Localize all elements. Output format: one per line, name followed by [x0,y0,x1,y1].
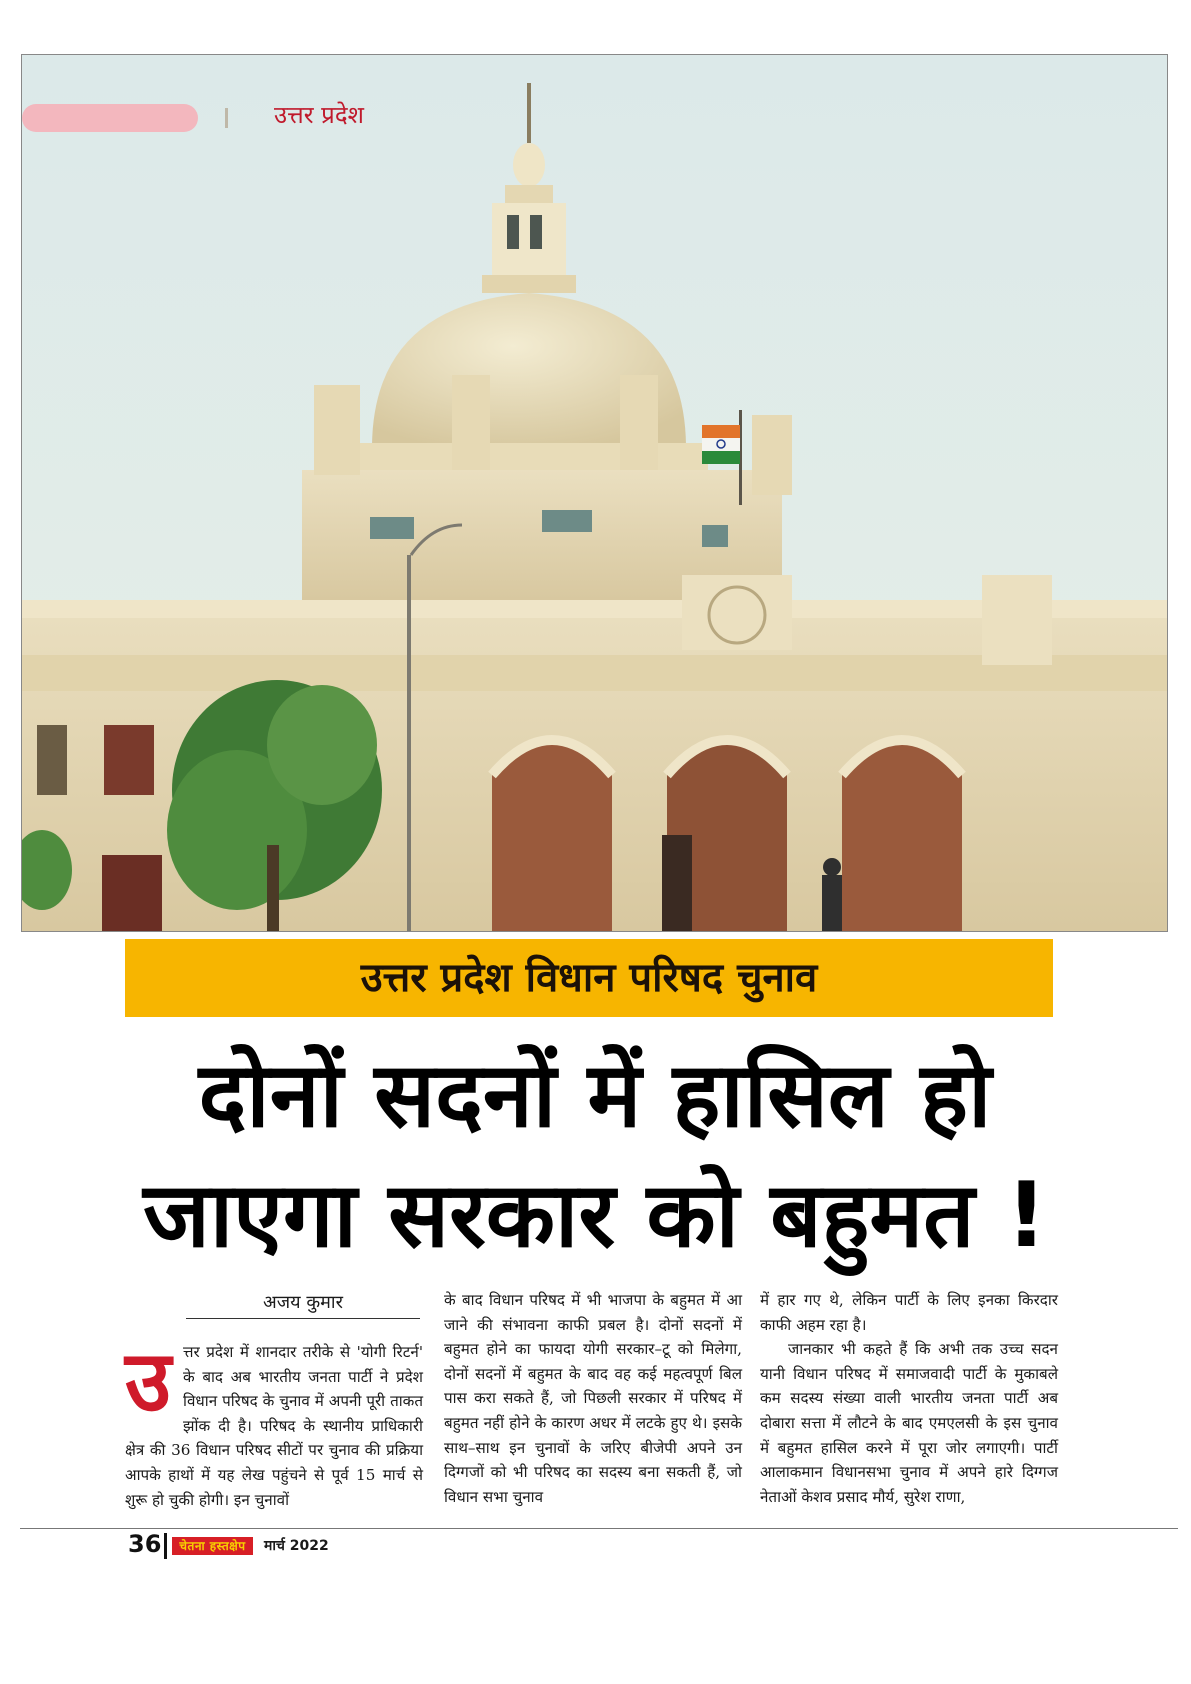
publication-logo: चेतना हस्तक्षेप [172,1537,253,1555]
article-column-1 [125,1290,423,1512]
paragraph-text: त्तर प्रदेश में शानदार तरीके से 'योगी रिटर्न' के बाद अब भारतीय जनता पार्टी ने प्रदेश विधान परिषद के चुनाव में अपनी पूरी ताकत झोंक दी है। परिषद के स्थानीय प्राधिकारी क्षेत्र की 36 विधान परिषद सीटों पर चुनाव की प्रक्रिया आपके हाथों में यह लेख पहुंचने से पूर्व 15 मार्च से शुरू हो चुकी होगी। इन चुनावों [125,1343,423,1509]
hero-photo [21,54,1168,932]
article-paragraph: में हार गए थे, लेकिन पार्टी के लिए इनका किरदार काफी अहम रहा है। [760,1291,1058,1334]
article-paragraph [125,1332,423,1512]
article-column-3 [760,1288,1058,1509]
legislative-building-illustration [22,55,1167,931]
section-divider [225,108,228,128]
drop-cap: उ [125,1332,172,1430]
headline-line-1: दोनों सदनों में हासिल हो [198,1043,992,1148]
byline: अजय कुमार [186,1290,420,1319]
footer-rule [20,1528,1178,1529]
footer-divider [164,1533,167,1559]
section-label: उत्तर प्रदेश [274,101,364,129]
page-number: 36 [128,1530,162,1558]
section-tag [22,104,198,132]
kicker-banner: उत्तर प्रदेश विधान परिषद चुनाव [125,939,1053,1017]
headline-line-2: जाएगा सरकार को बहुमत ! [143,1163,1047,1268]
headline [100,1036,1090,1276]
article-paragraph: के बाद विधान परिषद में भी भाजपा के बहुमत में आ जाने की संभावना काफी प्रबल है। दोनों सदनों में बहुमत होने का फायदा योगी सरकार–टू को मिलेगा, दोनों सदनों में बहुमत के बाद वह कई महत्वपूर्ण बिल पास करा सकते हैं, जो पिछली सरकार में परिषद में बहुमत नहीं होने के कारण अधर में लटके हुए थे। इसके साथ–साथ इन चुनावों के जरिए बीजेपी अपने उन दिग्गजों को भी परिषद का सदस्य बना सकती हैं, जो विधान सभा चुनाव [444,1291,742,1506]
issue-date: मार्च 2022 [264,1538,329,1554]
article-column-2 [444,1288,742,1509]
article-paragraph: जानकार भी कहते हैं कि अभी तक उच्च सदन यानी विधान परिषद में समाजवादी पार्टी के मुकाबले कम सदस्य संख्या वाली भारतीय जनता पार्टी अब दोबारा सत्ता में लौटने के बाद एमएलसी के इस चुनाव में बहुमत हासिल करने में पूरा जोर लगाएगी। पार्टी आलाकमान विधानसभा चुनाव में अपने हारे दिग्गज नेताओं केशव प्रसाद मौर्य, सुरेश राणा, [760,1340,1058,1506]
